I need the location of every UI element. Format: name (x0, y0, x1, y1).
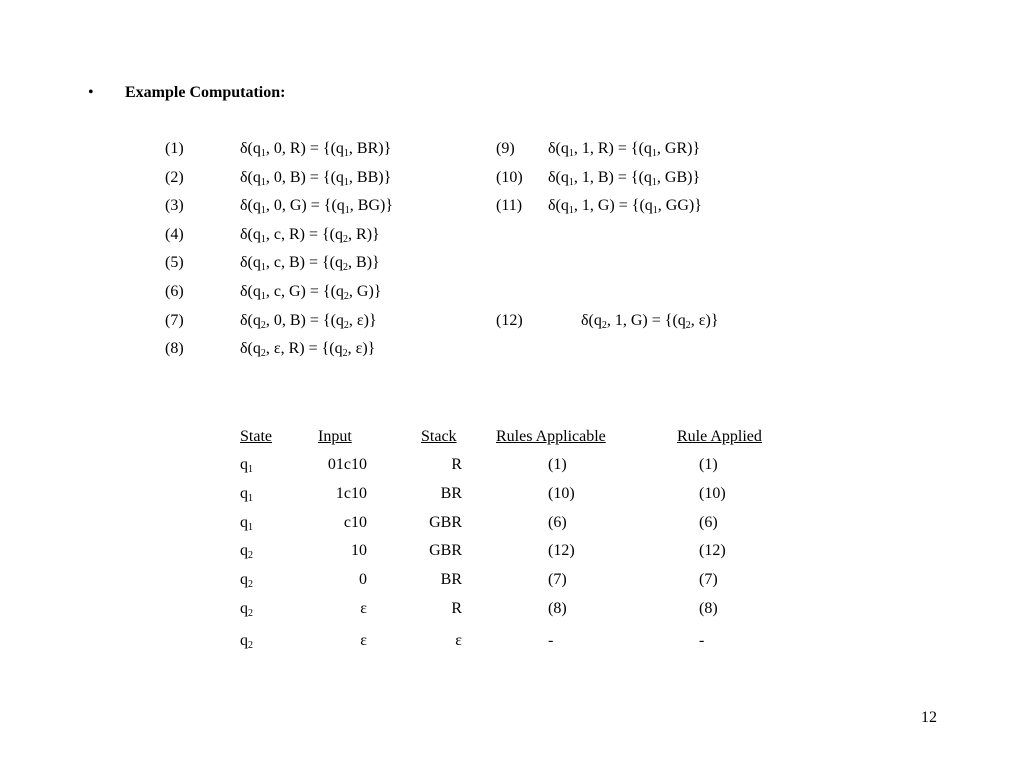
rule-number: (5) (165, 254, 184, 272)
page-number: 12 (921, 709, 937, 726)
rule-expression: $\delta(q_1$, 1, $B) = \{(q_1$, GB)} (548, 168, 701, 188)
cell-input: 01c10 (327, 456, 367, 473)
table-row (0, 456, 1024, 478)
rule-row (0, 169, 1024, 191)
rule-row (0, 312, 1024, 334)
rule-expression: $\delta(q_1$, 1, $G) = \{(q_1$, GG)} (548, 197, 702, 217)
rule-number: (2) (165, 168, 184, 186)
rule-number: (7) (165, 311, 184, 329)
trace-table-header (0, 428, 1024, 450)
rule-expression: $\delta(q_1$, 0, $G) = \{(q_1$, BG)} (240, 197, 394, 217)
cell-rules-applicable: - (548, 631, 554, 649)
cell-stack: R (451, 456, 462, 473)
cell-state: $q_2$ (240, 631, 253, 651)
cell-rule-applied: (10) (699, 484, 726, 502)
rule-expression: $\delta(q_1$, c, $B) = \{(q_2$, B)} (240, 254, 380, 274)
rule-expression: $\delta(q_2$, 1, $G) = \{(q_2$, ε)} (581, 311, 719, 331)
table-row (0, 632, 1024, 654)
slide-heading: Example Computation: (125, 84, 286, 101)
rule-number: (3) (165, 197, 184, 215)
header-input: Input (318, 428, 352, 445)
header-rule-applied: Rule Applied (677, 428, 762, 445)
cell-rules-applicable: (6) (548, 513, 567, 531)
rule-row (0, 340, 1024, 362)
rule-expression: $\delta(q_1$, c, $R) = \{(q_2$, R)} (240, 225, 380, 245)
rule-number: (8) (165, 340, 184, 358)
cell-stack: BR (440, 484, 462, 502)
cell-input: 0 (359, 571, 367, 589)
cell-rules-applicable: (1) (548, 456, 567, 473)
cell-state: $q_1$ (240, 513, 253, 533)
rule-expression: $\delta(q_2$, ε, $R) = \{(q_2$, ε)} (240, 340, 376, 360)
cell-rule-applied: (8) (699, 600, 718, 617)
cell-stack: R (451, 600, 462, 617)
table-row (0, 485, 1024, 507)
cell-input: 1c10 (335, 484, 367, 502)
rule-row (0, 254, 1024, 276)
rule-number: (1) (165, 140, 184, 157)
rule-row (0, 140, 1024, 162)
cell-rule-applied: (12) (699, 542, 726, 560)
rule-expression: $\delta(q_1$, 0, $R) = \{(q_1$, BR)} (240, 140, 392, 159)
rule-row (0, 283, 1024, 305)
cell-stack: GBR (429, 542, 462, 560)
rule-row (0, 226, 1024, 248)
bullet-marker: • (88, 84, 94, 101)
rule-row (0, 197, 1024, 219)
cell-rules-applicable: (10) (548, 484, 575, 502)
cell-input: ε (360, 600, 367, 617)
cell-state: $q_1$ (240, 484, 253, 504)
cell-state: $q_2$ (240, 542, 253, 562)
cell-stack: GBR (429, 513, 462, 531)
cell-rule-applied: (6) (699, 513, 718, 531)
cell-stack: ε (455, 631, 462, 649)
cell-input: 10 (351, 542, 367, 560)
table-row (0, 514, 1024, 536)
cell-input: c10 (343, 513, 367, 531)
rule-expression: $\delta(q_1$, 0, $B) = \{(q_1$, BB)} (240, 168, 392, 188)
table-row (0, 600, 1024, 622)
cell-state: $q_1$ (240, 456, 253, 475)
rule-number: (6) (165, 283, 184, 300)
rule-number: (11) (496, 197, 523, 215)
rule-number: (9) (496, 140, 515, 157)
cell-state: $q_2$ (240, 600, 253, 619)
cell-rules-applicable: (12) (548, 542, 575, 560)
rule-number: (4) (165, 225, 184, 243)
header-rules-applicable: Rules Applicable (496, 428, 606, 445)
rule-expression: $\delta(q_1$, c, $G) = \{(q_2$, G)} (240, 283, 382, 302)
table-row (0, 542, 1024, 564)
table-row (0, 571, 1024, 593)
cell-rules-applicable: (7) (548, 571, 567, 589)
cell-rules-applicable: (8) (548, 600, 567, 617)
rule-expression: $\delta(q_1$, 1, $R) = \{(q_1$, GR)} (548, 140, 701, 159)
header-stack: Stack (421, 428, 457, 445)
rule-number: (12) (496, 311, 523, 329)
header-state: State (240, 428, 272, 445)
cell-stack: BR (440, 571, 462, 589)
rule-number: (10) (496, 168, 523, 186)
cell-rule-applied: (1) (699, 456, 718, 473)
cell-rule-applied: (7) (699, 571, 718, 589)
rule-expression: $\delta(q_2$, 0, $B) = \{(q_2$, ε)} (240, 311, 377, 331)
cell-rule-applied: - (699, 631, 705, 649)
cell-state: $q_2$ (240, 571, 253, 591)
cell-input: ε (360, 631, 367, 649)
